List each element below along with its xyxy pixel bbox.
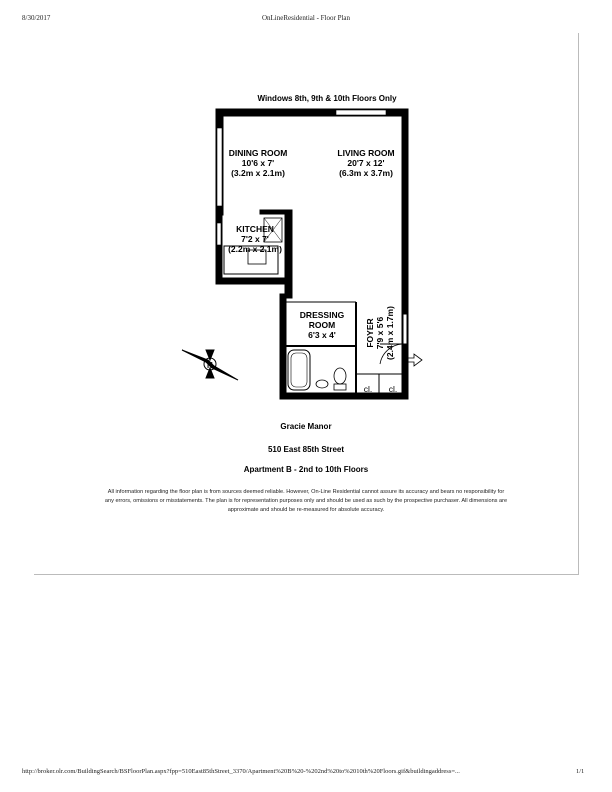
living-room-name: LIVING ROOM <box>337 148 395 158</box>
wall-right-gap <box>403 314 407 344</box>
dining-room-name: DINING ROOM <box>228 148 288 158</box>
dining-room-label <box>223 148 293 178</box>
footer-url: http://broker.olr.com/BuildingSearch/BSFloorPlan.aspx?fpp=510East85thStreet_3370/Apartment%20B%20-%202nd%20to%2010th%20Floors.gif&buildingaddress=... <box>22 768 460 775</box>
footer-page: 1/1 <box>576 768 585 775</box>
apartment-title: Apartment B - 2nd to 10th Floors <box>243 465 369 474</box>
building-name: Gracie Manor <box>280 422 332 431</box>
floor-plan <box>170 88 450 408</box>
wall-kitchen-bottom <box>216 278 292 284</box>
wall-left-bath <box>280 294 286 399</box>
page-title: OnLineResidential - Floor Plan <box>261 14 351 22</box>
kitchen-dim: 7'2 x 7' <box>241 234 269 244</box>
dining-room-metric: (3.2m x 2.1m) <box>231 168 285 178</box>
windows-note: Windows 8th, 9th & 10th Floors Only <box>257 94 397 103</box>
dressing-room-dim: 6'3 x 4' <box>308 330 336 340</box>
print-date: 8/30/2017 <box>22 14 51 22</box>
wall-right <box>402 109 408 399</box>
bath-sink <box>316 380 328 388</box>
living-room-dim: 20'7 x 12' <box>347 158 385 168</box>
dressing-room-name-2: ROOM <box>308 320 336 330</box>
building-address: 510 East 85th Street <box>267 445 345 454</box>
foyer-dim: 7'9 x 5'6 <box>375 316 385 350</box>
living-room-metric: (6.3m x 3.7m) <box>339 168 393 178</box>
foyer-name: FOYER <box>365 318 375 348</box>
toilet <box>334 368 346 384</box>
window-kitchen <box>217 223 221 245</box>
disclaimer: All information regarding the floor plan is from sources deemed reliable. However, On-Line Residential cannot assure its accuracy and bears no responsibility for any errors, omissions or misstatements. The plan is for representation purposes only and should be used as such by the prospective purchaser. All dimensions are approximate and should be re-measured for absolute accuracy. <box>104 489 508 513</box>
closet-label-2: cl. <box>388 384 398 394</box>
living-room-label <box>330 148 402 178</box>
foyer-label <box>365 290 395 376</box>
dressing-room-label <box>292 310 352 340</box>
window-left <box>217 128 222 206</box>
kitchen-label <box>222 224 288 254</box>
dining-room-dim: 10'6 x 7' <box>241 158 275 168</box>
kitchen-name: KITCHEN <box>236 224 274 234</box>
entry-arrow <box>408 354 422 366</box>
foyer-metric: (2.4m x 1.7m) <box>385 306 395 360</box>
compass-letter: N <box>207 361 213 370</box>
closet-label-1: cl. <box>363 384 373 394</box>
wall-kitchen-top <box>260 210 292 214</box>
dressing-room-name-1: DRESSING <box>299 310 345 320</box>
kitchen-metric: (2.2m x 2.1m) <box>228 244 282 254</box>
window-top <box>336 110 386 115</box>
